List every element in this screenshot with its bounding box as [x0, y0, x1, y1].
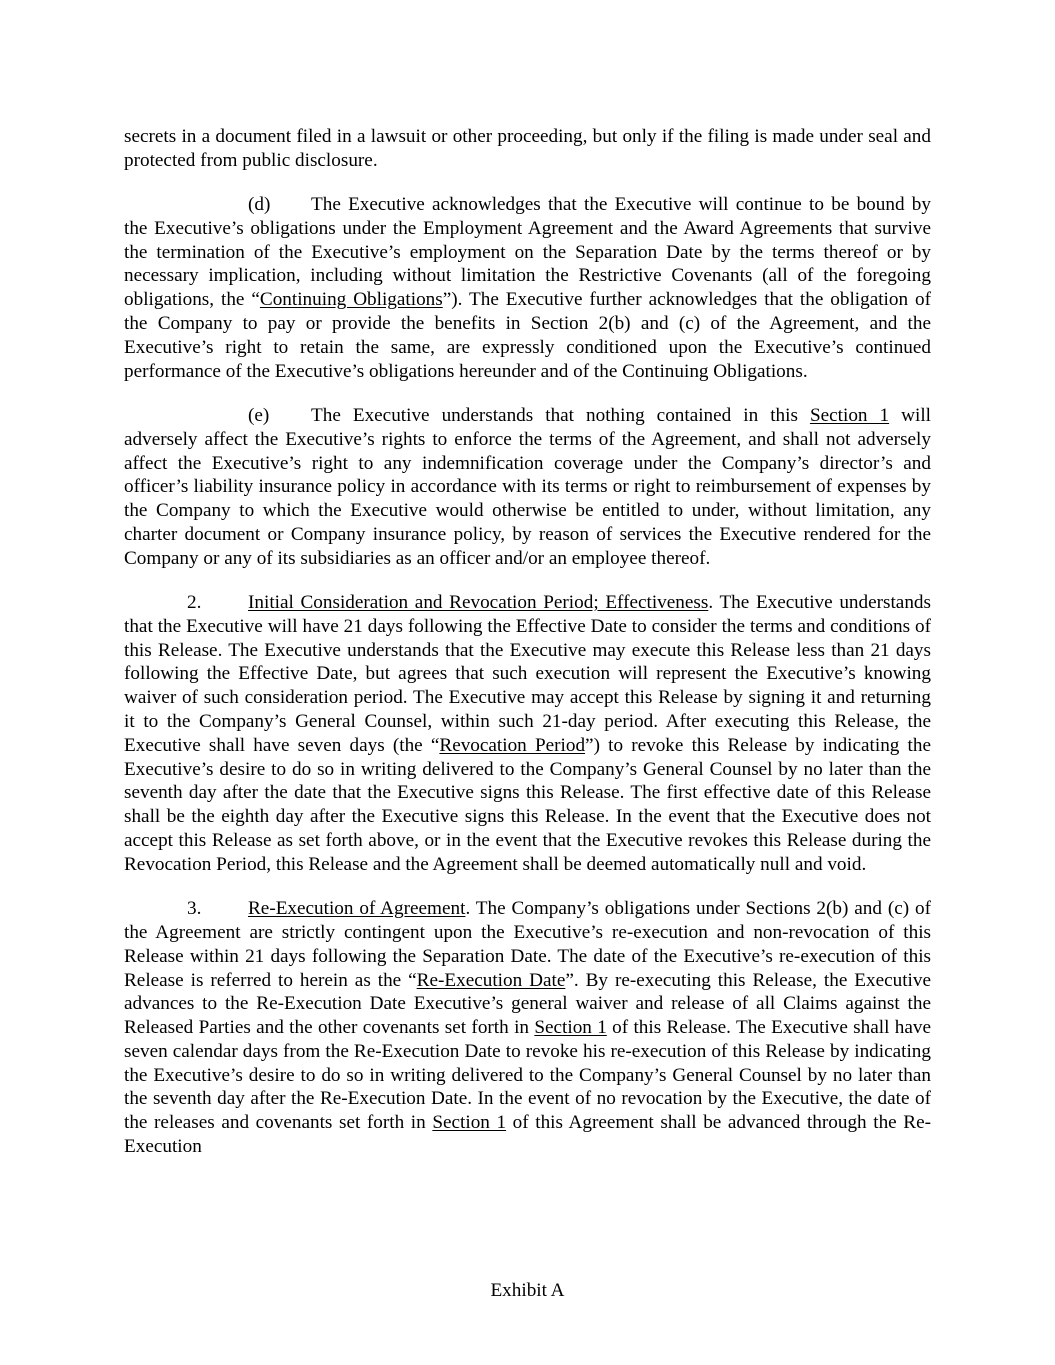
section-reference: Section 1 — [809, 404, 890, 426]
document-body — [124, 125, 931, 1179]
paragraph-text: . The Company’s obligations under Sections 2(b) and (c) of the Agreement are strictly contingent upon the Executive’s re-execution and non-revocation of this Release within 21 days following the Separation Date. The date of the Executive’s re-execution of this Release is referred to herein as the “ — [124, 898, 932, 991]
paragraph-e — [124, 404, 931, 571]
section-heading: Re-Execution of Agreement — [248, 898, 466, 920]
subsection-label: (d) — [248, 194, 271, 216]
section-3 — [124, 897, 931, 1159]
section-number: 3. — [187, 898, 202, 920]
paragraph-text: . The Executive understands that the Executive will have 21 days following the Effective Date to consider the terms and conditions of this Release. The Executive understands that the Executive may execute this Release less than 21 days following the Effective Date, but agrees that such execution will represent the Executive’s knowing waiver of such consideration period. The Executive may accept this Release by signing it and returning it to the Company’s General Counsel, within such 21-day period. After executing this Release, the Executive shall have seven days (the “ — [124, 592, 931, 756]
paragraph-text: The Executive understands that nothing contained in this — [311, 404, 810, 426]
section-number: 2. — [187, 592, 202, 614]
paragraph-text: secrets in a document filed in a lawsuit or other proceeding, but only if the filing is made under seal and protected from public disclosure. — [124, 126, 931, 171]
paragraph-text: ”) to revoke this Release by indicating the Executive’s desire to do so in writing delivered to the Company’s General Counsel by no later than the seventh day after the date that the Executive signs this Release. The first effective date of this Release shall be the eighth day after the Executive signs this Release. In the event that the Executive does not accept this Release as set forth above, or in the event that the Executive revokes this Release during the Revocation Period, this Release and the Agreement shall be deemed automatically null and void. — [124, 734, 931, 875]
paragraph-text: will adversely affect the Executive’s rights to enforce the terms of the Agreement, and shall not adversely affect the Executive’s right to any indemnification coverage under the Company’s director’s and officer’s liability insurance policy in accordance with its terms or right to reimbursement of expenses by the Company to which the Executive would otherwise be entitled to under, without limitation, any charter document or Company insurance policy, by reason of services the Executive rendered for the Company or any of its subsidiaries as an officer and/or an employee thereof. — [124, 404, 931, 569]
section-reference: Section 1 — [432, 1112, 507, 1134]
paragraph-text: ”. By re-executing this Release, the Executive advances to the Re-Execution Date Executive’s general waiver and release of all Claims against the Released Parties and the other covenants set forth in — [124, 969, 932, 1039]
paragraph-continuation — [124, 125, 931, 173]
paragraph-text: of this Release. The Executive shall have seven calendar days from the Re-Execution Date to revoke his re-execution of this Release by indicating the Executive’s desire to do so in writing delivered to the Company’s General Counsel by no later than the seventh day after the Re-Execution Date. In the event of no revocation by the Executive, the date of the releases and covenants set forth in — [124, 1017, 931, 1134]
paragraph-text: ”). The Executive further acknowledges that the obligation of the Company to pay or provide the benefits in Section 2(b) and (c) of the Agreement, and the Executive’s right to retain the same, are expressly conditioned upon the Executive’s continued performance of the Executive’s obligations hereunder and of the Continuing Obligations. — [124, 289, 931, 382]
paragraph-text: The Executive acknowledges that the Executive will continue to be bound by the Executive’s obligations under the Employment Agreement and the Award Agreements that survive the termination of the Executive’s employment on the Separation Date by the terms thereof or by necessary implication, including without limitation the Restrictive Covenants (all of the foregoing obligations, the “ — [124, 194, 931, 311]
paragraph-text: of this Agreement shall be advanced through the Re-Execution — [124, 1112, 931, 1158]
subsection-label: (e) — [248, 404, 270, 426]
section-2 — [124, 591, 931, 877]
page-footer: Exhibit A — [490, 1280, 565, 1301]
paragraph-d — [124, 193, 931, 383]
section-heading: Initial Consideration and Revocation Period; Effectiveness — [248, 592, 709, 614]
section-reference: Section 1 — [534, 1017, 607, 1039]
defined-term: Revocation Period — [439, 734, 586, 756]
defined-term: Continuing Obligations — [259, 289, 443, 311]
defined-term: Re-Execution Date — [416, 969, 566, 991]
